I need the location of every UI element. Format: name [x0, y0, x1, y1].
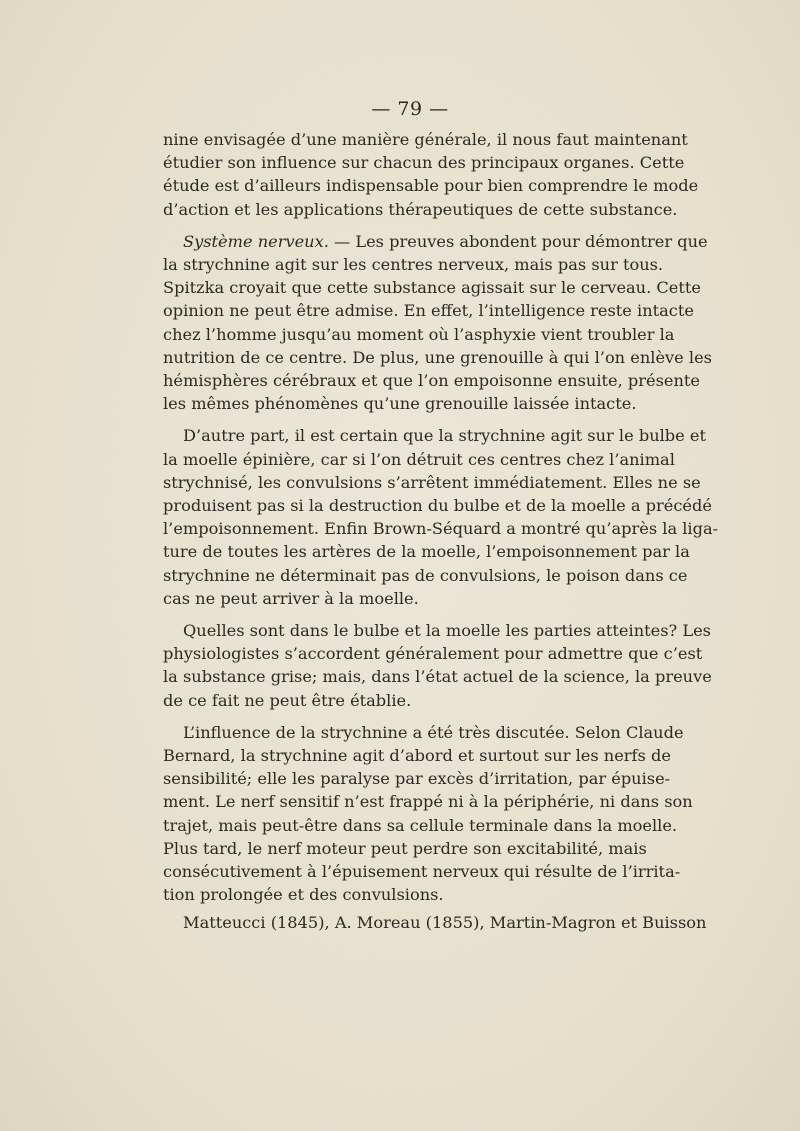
text-line: physiologistes s’accordent généralement pour admettre que c’est: [163, 644, 703, 664]
text-line: étudier son influence sur chacun des principaux organes. Cette: [163, 153, 685, 173]
text-fragment: — Les preuves abondent pour démontrer que: [328, 231, 708, 251]
text-line: trajet, mais peut-être dans sa cellule terminale dans la moelle.: [163, 815, 678, 835]
text-line: strychnisé, les convulsions s’arrêtent immédiatement. Elles ne se: [163, 472, 701, 492]
text-line: cas ne peut arriver à la moelle.: [163, 588, 419, 608]
text-line: produisent pas si la destruction du bulbe et de la moelle a précédé: [163, 496, 712, 516]
text-line: nutrition de ce centre. De plus, une grenouille à qui l’on enlève les: [163, 347, 712, 367]
text-line: strychnine ne déterminait pas de convulsions, le poison dans ce: [163, 565, 688, 585]
text-line: ture de toutes les artères de la moelle, l’empoisonnement par la: [163, 542, 690, 562]
text-line: étude est d’ailleurs indispensable pour bien comprendre le mode: [163, 176, 699, 196]
text-line: ment. Le nerf sensitif n’est frappé ni à la périphérie, ni dans son: [163, 792, 693, 812]
section-heading: Système nerveux.: [183, 231, 329, 251]
text-line: hémisphères cérébraux et que l’on empoisonne ensuite, présente: [163, 371, 700, 391]
paragraph-systeme-nerveux: [163, 230, 712, 416]
text-line-with-heading: [163, 230, 708, 253]
body-text: [163, 128, 719, 934]
text-line: opinion ne peut être admise. En effet, l’intelligence reste intacte: [163, 301, 694, 321]
text-line: les mêmes phénomènes qu’une grenouille laissée intacte.: [163, 394, 637, 414]
page-number: — 79 —: [371, 98, 449, 120]
paragraph-parties-atteintes: [163, 619, 712, 712]
text-line: D’autre part, il est certain que la strychnine agit sur le bulbe et: [183, 426, 706, 446]
text-line: Plus tard, le nerf moteur peut perdre son excitabilité, mais: [163, 838, 647, 858]
text-line: chez l’homme jusqu’au moment où l’asphyxie vient troubler la: [163, 324, 675, 344]
text-line: d’action et les applications thérapeutiques de cette substance.: [163, 199, 678, 219]
text-line: tion prolongée et des convulsions.: [163, 885, 444, 905]
text-line: la moelle épinière, car si l’on détruit ces centres chez l’animal: [163, 449, 675, 469]
text-line: Quelles sont dans le bulbe et la moelle les parties atteintes? Les: [183, 621, 711, 641]
paragraph-continuation: [163, 128, 699, 221]
text-line: Spitzka croyait que cette substance agissait sur le cerveau. Cette: [163, 278, 701, 298]
paragraph-matteucci: [163, 911, 707, 934]
text-line: Matteucci (1845), A. Moreau (1855), Martin-Magron et Buisson: [183, 912, 707, 932]
text-line: de ce fait ne peut être établie.: [163, 690, 412, 710]
text-line: L’influence de la strychnine a été très discutée. Selon Claude: [183, 722, 684, 742]
text-line: la strychnine agit sur les centres nerveux, mais pas sur tous.: [163, 255, 664, 275]
text-line: l’empoisonnement. Enfin Brown-Séquard a montré qu’après la liga-: [163, 519, 719, 539]
text-line: Bernard, la strychnine agit d’abord et surtout sur les nerfs de: [163, 746, 671, 766]
paragraph-bulbe-moelle: [163, 424, 719, 610]
text-line: sensibilité; elle les paralyse par excès d’irritation, par épuise-: [163, 769, 671, 789]
paragraph-influence: [163, 721, 693, 907]
text-line: consécutivement à l’épuisement nerveux qui résulte de l’irrita-: [163, 862, 681, 882]
text-line: la substance grise; mais, dans l’état actuel de la science, la preuve: [163, 667, 712, 687]
text-line: nine envisagée d’une manière générale, il nous faut maintenant: [163, 130, 688, 149]
